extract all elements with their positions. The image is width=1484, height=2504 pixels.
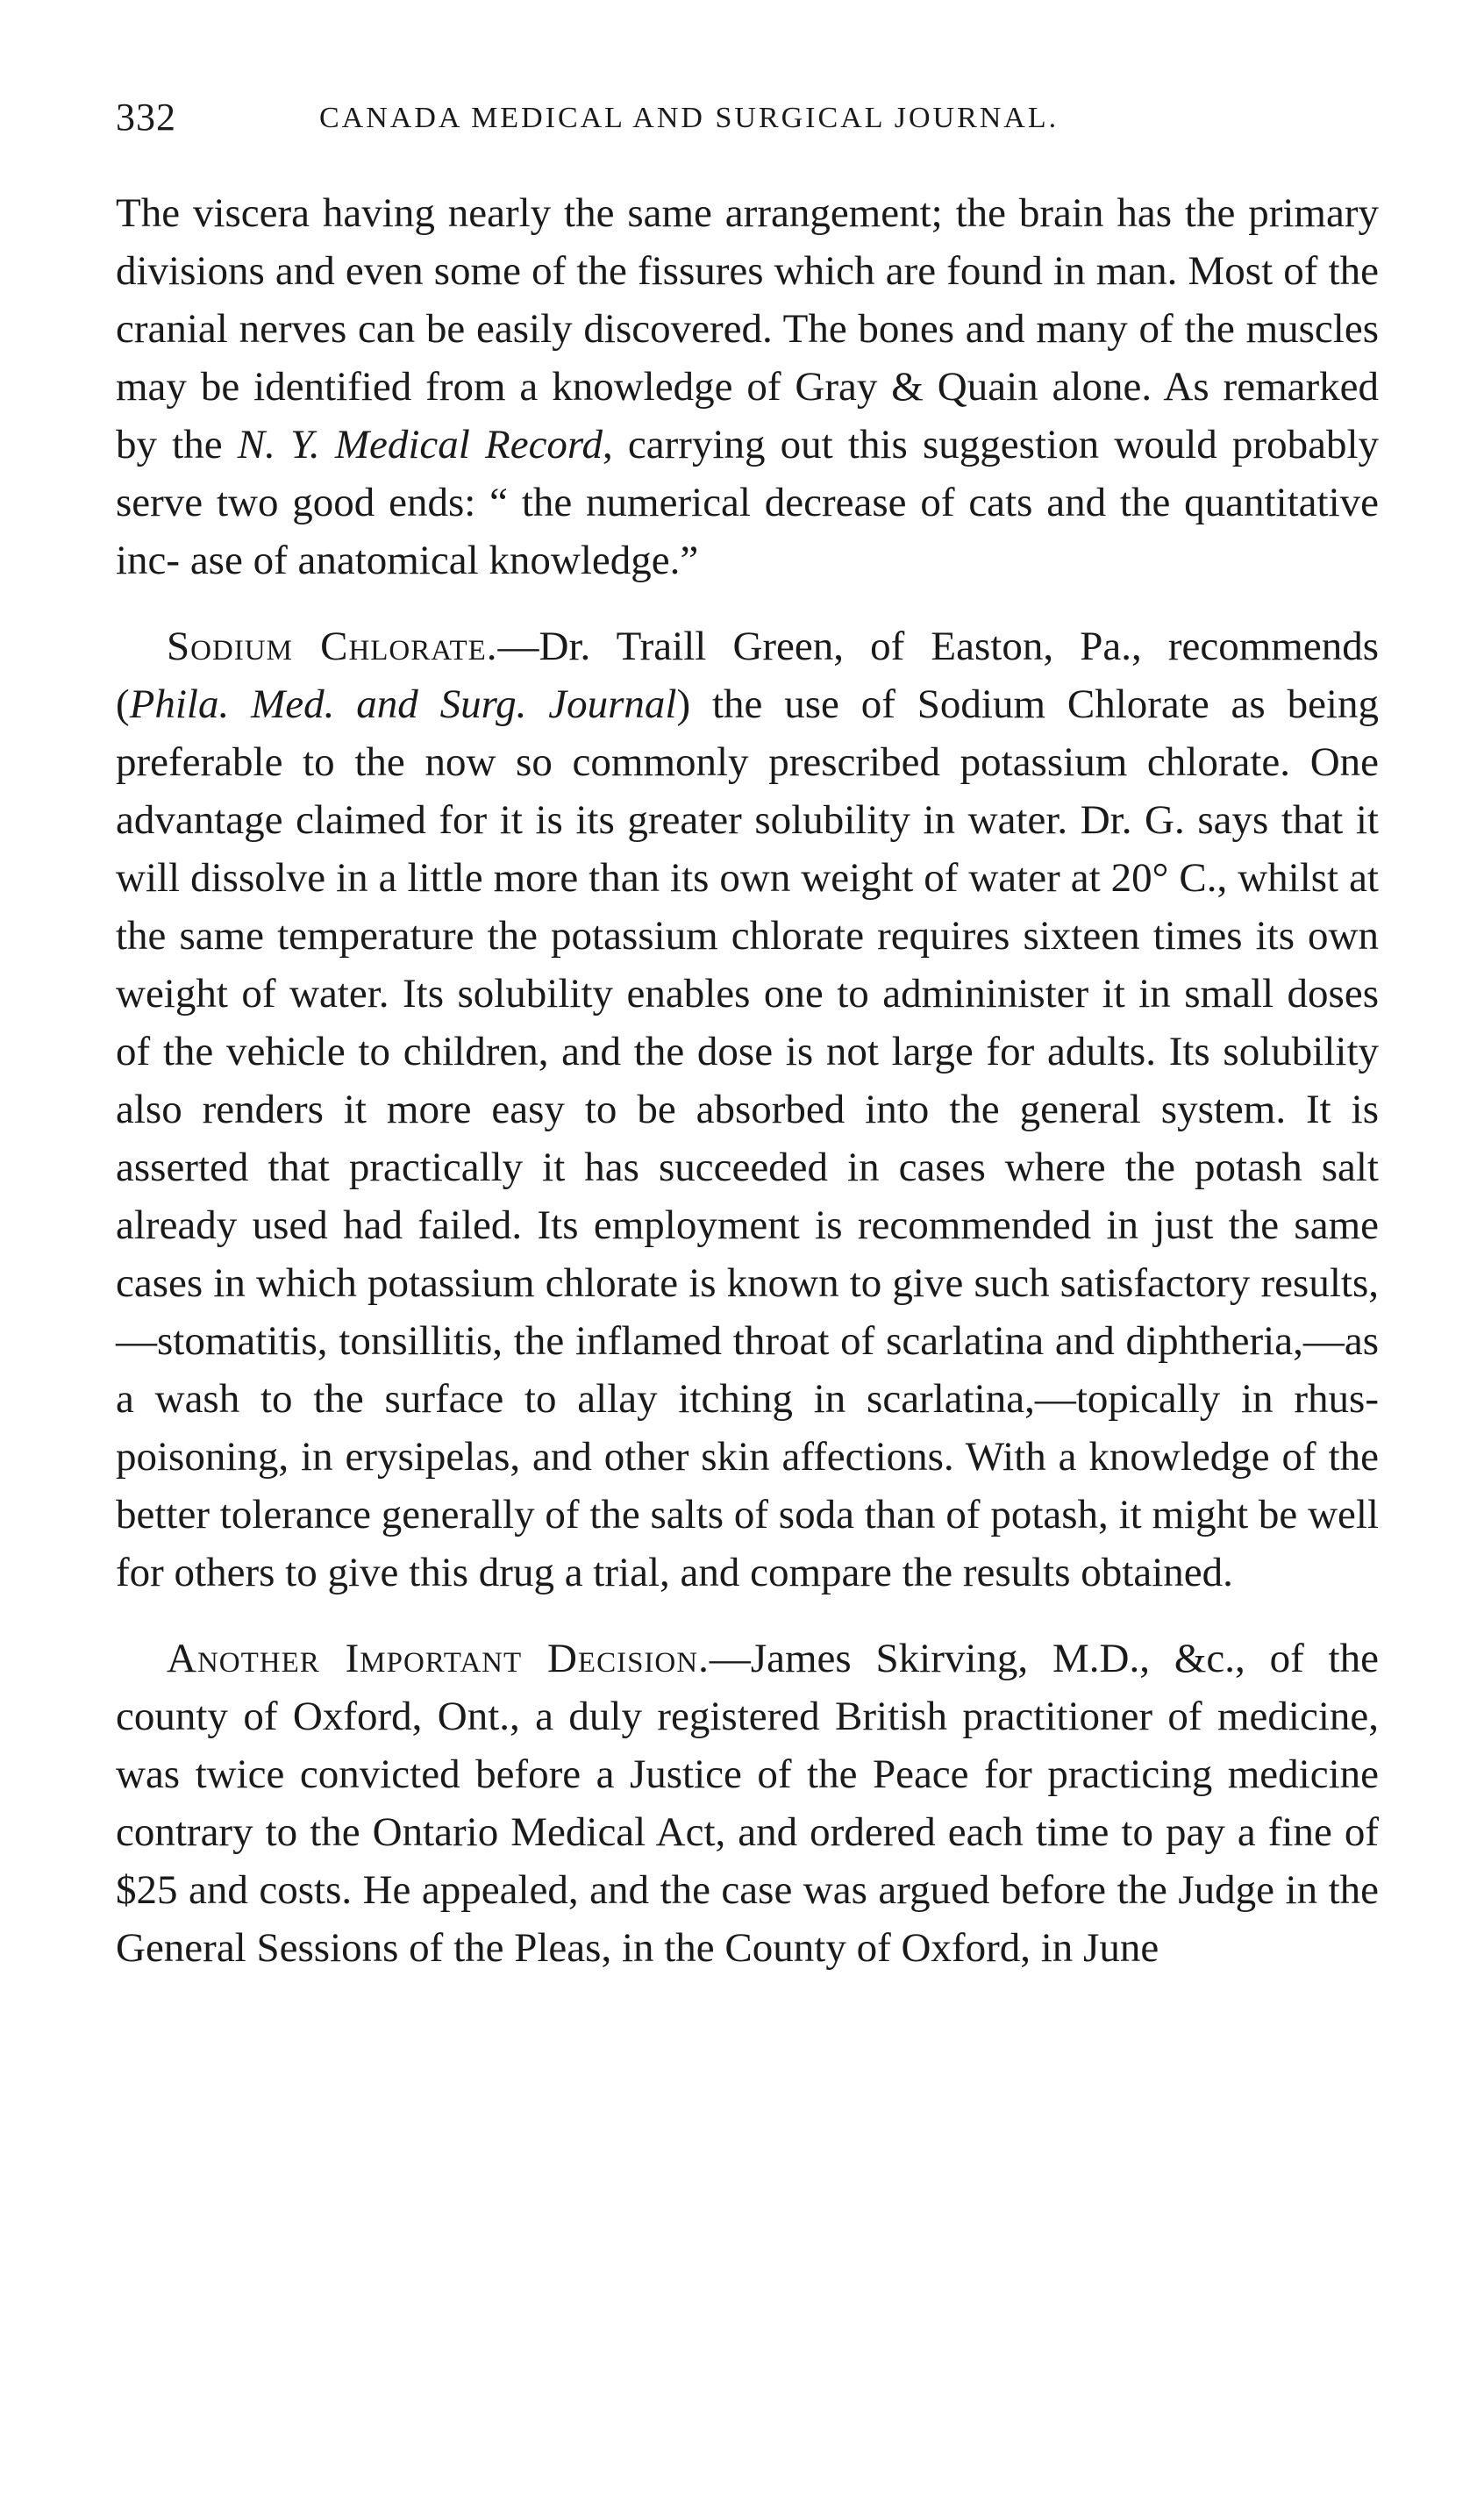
paragraph-text: , carrying out this suggestion would probably serve two good ends: “ the numerical decrease of cats and the quantitative inc- ase of anatomical knowledge.” xyxy=(116,422,1380,583)
paragraph-sodium-chlorate xyxy=(116,617,1379,1602)
page-number: 332 xyxy=(116,96,176,139)
paragraph-important-decision xyxy=(116,1630,1379,1977)
paragraph-anatomy xyxy=(116,184,1379,589)
paragraph-text: ) the use of Sodium Chlorate as being preferable to the now so commonly prescribed potassium chlorate. One advantage claimed for it is its greater solubility in water. Dr. G. says that it will dissolve in a little more than its own weight of water at 20° C., whilst at the same temperature the potassium chlorate requires sixteen times its own weight of water. Its solubility enables one to admininister it in small doses of the vehicle to children, and the dose is not large for adults. Its solubility also renders it more easy to be absorbed into the general system. It is asserted that practically it has succeeded in cases where the potash salt already used had failed. Its employment is recommended in just the same cases in which potassium chlorate is known to give such satisfactory results,—stomatitis, tonsillitis, the inflamed throat of scarlatina and diphtheria,—as a wash to the surface to allay itching in scarlatina,—topically in rhus-poisoning, in erysipelas, and other skin affections. With a knowledge of the better tolerance generally of the salts of soda than of potash, it might be well for others to give this drug a trial, and compare the results obtained. xyxy=(116,681,1379,1595)
section-heading: Sodium Chlorate. xyxy=(167,624,498,669)
article-body xyxy=(116,184,1379,1977)
running-head: CANADA MEDICAL AND SURGICAL JOURNAL. xyxy=(319,102,1059,134)
paragraph-text: The viscera having nearly the same arrangement; the brain has the primary divisions and even some of the fissures which are found in man. Most of the cranial nerves can be easily discovered. The bones and many of the muscles may be identified from a knowledge of Gray & Quain alone. As remarked by the xyxy=(116,190,1379,467)
journal-title: Phila. Med. and Surg. Journal xyxy=(129,681,677,727)
paragraph-text: —James Skirving, M.D., &c., of the county of Oxford, Ont., a duly registered British practitioner of medicine, was twice convicted before a Justice of the Peace for practicing medicine contrary to the Ontario Medical Act, and ordered each time to pay a fine of $25 and costs. He appealed, and the case was argued before the Judge in the General Sessions of the Pleas, in the County of Oxford, in June xyxy=(116,1636,1379,1971)
page-header xyxy=(116,95,1379,147)
paragraph-text: —Dr. Traill Green, of Easton, Pa., recommends ( xyxy=(116,624,1380,727)
journal-title: N. Y. Medical Record xyxy=(237,422,603,467)
section-heading: Another Important Decision. xyxy=(167,1636,710,1681)
